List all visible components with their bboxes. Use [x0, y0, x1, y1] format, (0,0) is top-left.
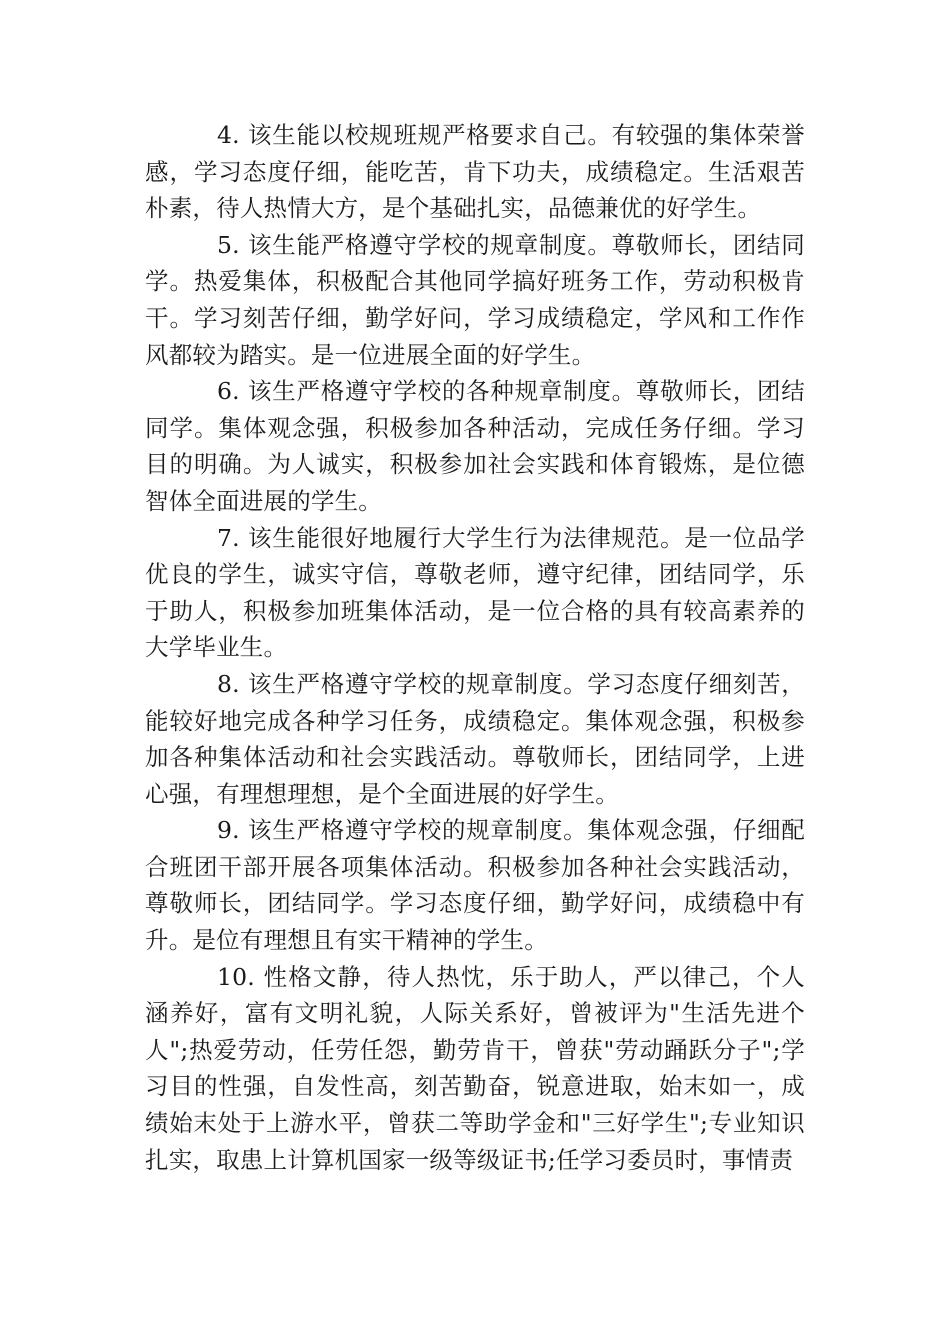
paragraph-10: 10. 性格文静，待人热忱，乐于助人，严以律己，个人涵养好，富有文明礼貌，人际关系好，曾被评为"生活先进个人";热爱劳动，任劳任怨，勤劳肯干，曾获"劳动踊跃分子";学习目的性强，自发性高，刻苦勤奋，锐意进取，始末如一，成绩始末处于上游水平，曾获二等助学金和"三好学生";专业知识扎实，取患上计算机国家一级等级证书;任学习委员时，事情责: [145, 962, 805, 1174]
paragraph-9: 9. 该生严格遵守学校的规章制度。集体观念强，仔细配合班团干部开展各项集体活动。积极参加各种社会实践活动，尊敬师长，团结同学。学习态度仔细，勤学好问，成绩稳中有升。是位有理想且有实干精神的学生。: [145, 816, 805, 955]
paragraph-8: 8. 该生严格遵守学校的规章制度。学习态度仔细刻苦，能较好地完成各种学习任务，成绩稳定。集体观念强，积极参加各种集体活动和社会实践活动。尊敬师长，团结同学，上进心强，有理想理想，是个全面进展的好学生。: [145, 669, 805, 808]
paragraph-7: 7. 该生能很好地履行大学生行为法律规范。是一位品学优良的学生，诚实守信，尊敬老师，遵守纪律，团结同学，乐于助人，积极参加班集体活动，是一位合格的具有较高素养的大学毕业生。: [145, 523, 805, 662]
paragraph-4: 4. 该生能以校规班规严格要求自己。有较强的集体荣誉感，学习态度仔细，能吃苦，肯下功夫，成绩稳定。生活艰苦朴素，待人热情大方，是个基础扎实，品德兼优的好学生。: [145, 121, 805, 223]
paragraph-6: 6. 该生严格遵守学校的各种规章制度。尊敬师长，团结同学。集体观念强，积极参加各种活动，完成任务仔细。学习目的明确。为人诚实，积极参加社会实践和体育锻炼，是位德智体全面进展的学生。: [145, 377, 805, 515]
document-body: [145, 117, 805, 1178]
paragraph-5: 5. 该生能严格遵守学校的规章制度。尊敬师长，团结同学。热爱集体，积极配合其他同学搞好班务工作，劳动积极肯干。学习刻苦仔细，勤学好问，学习成绩稳定，学风和工作作风都较为踏实。是一位进展全面的好学生。: [145, 230, 805, 369]
